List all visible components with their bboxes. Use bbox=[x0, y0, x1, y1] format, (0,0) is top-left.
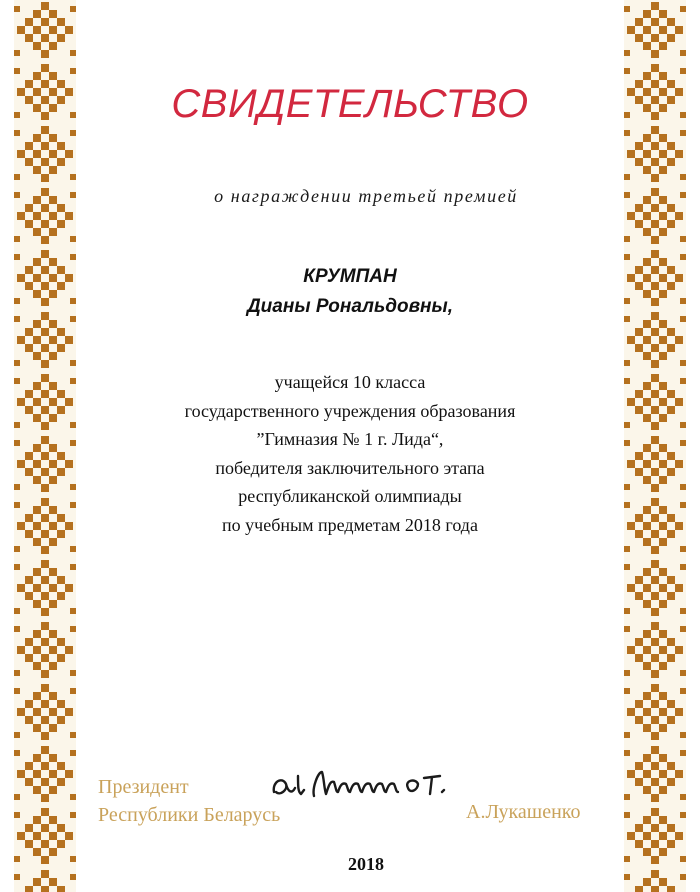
right-ornament-border bbox=[624, 0, 686, 892]
signatory-name: А.Лукашенко bbox=[466, 801, 581, 823]
description-line: по учебным предметам 2018 года bbox=[222, 514, 478, 535]
recipient-surname: КРУМПАН bbox=[303, 266, 397, 287]
belarusian-ornament-pattern-left bbox=[14, 0, 76, 892]
signatory-title-line2: Республики Беларусь bbox=[98, 804, 281, 826]
description-line: ”Гимназия № 1 г. Лида“, bbox=[256, 429, 444, 449]
description-line: победителя заключительного этапа bbox=[215, 457, 485, 478]
award-description bbox=[80, 368, 620, 539]
description-line: государственного учреждения образования bbox=[184, 400, 516, 421]
signatory-title bbox=[98, 773, 280, 829]
belarusian-ornament-pattern-right bbox=[624, 0, 686, 892]
signatory-title-line1: Президент bbox=[98, 776, 189, 798]
recipient-given-names: Дианы Рональдовны, bbox=[246, 296, 454, 317]
recipient-name bbox=[80, 262, 620, 322]
left-ornament-border bbox=[14, 0, 76, 892]
certificate-year: 2018 bbox=[348, 854, 384, 874]
handwritten-signature bbox=[268, 758, 478, 808]
description-line: учащейся 10 класса bbox=[274, 372, 426, 392]
certificate-title: СВИДЕТЕЛЬСТВО bbox=[171, 82, 529, 126]
award-subtitle: о награждении третьей премией bbox=[214, 186, 518, 206]
certificate-content bbox=[80, 0, 620, 892]
description-line: республиканской олимпиады bbox=[238, 486, 462, 506]
